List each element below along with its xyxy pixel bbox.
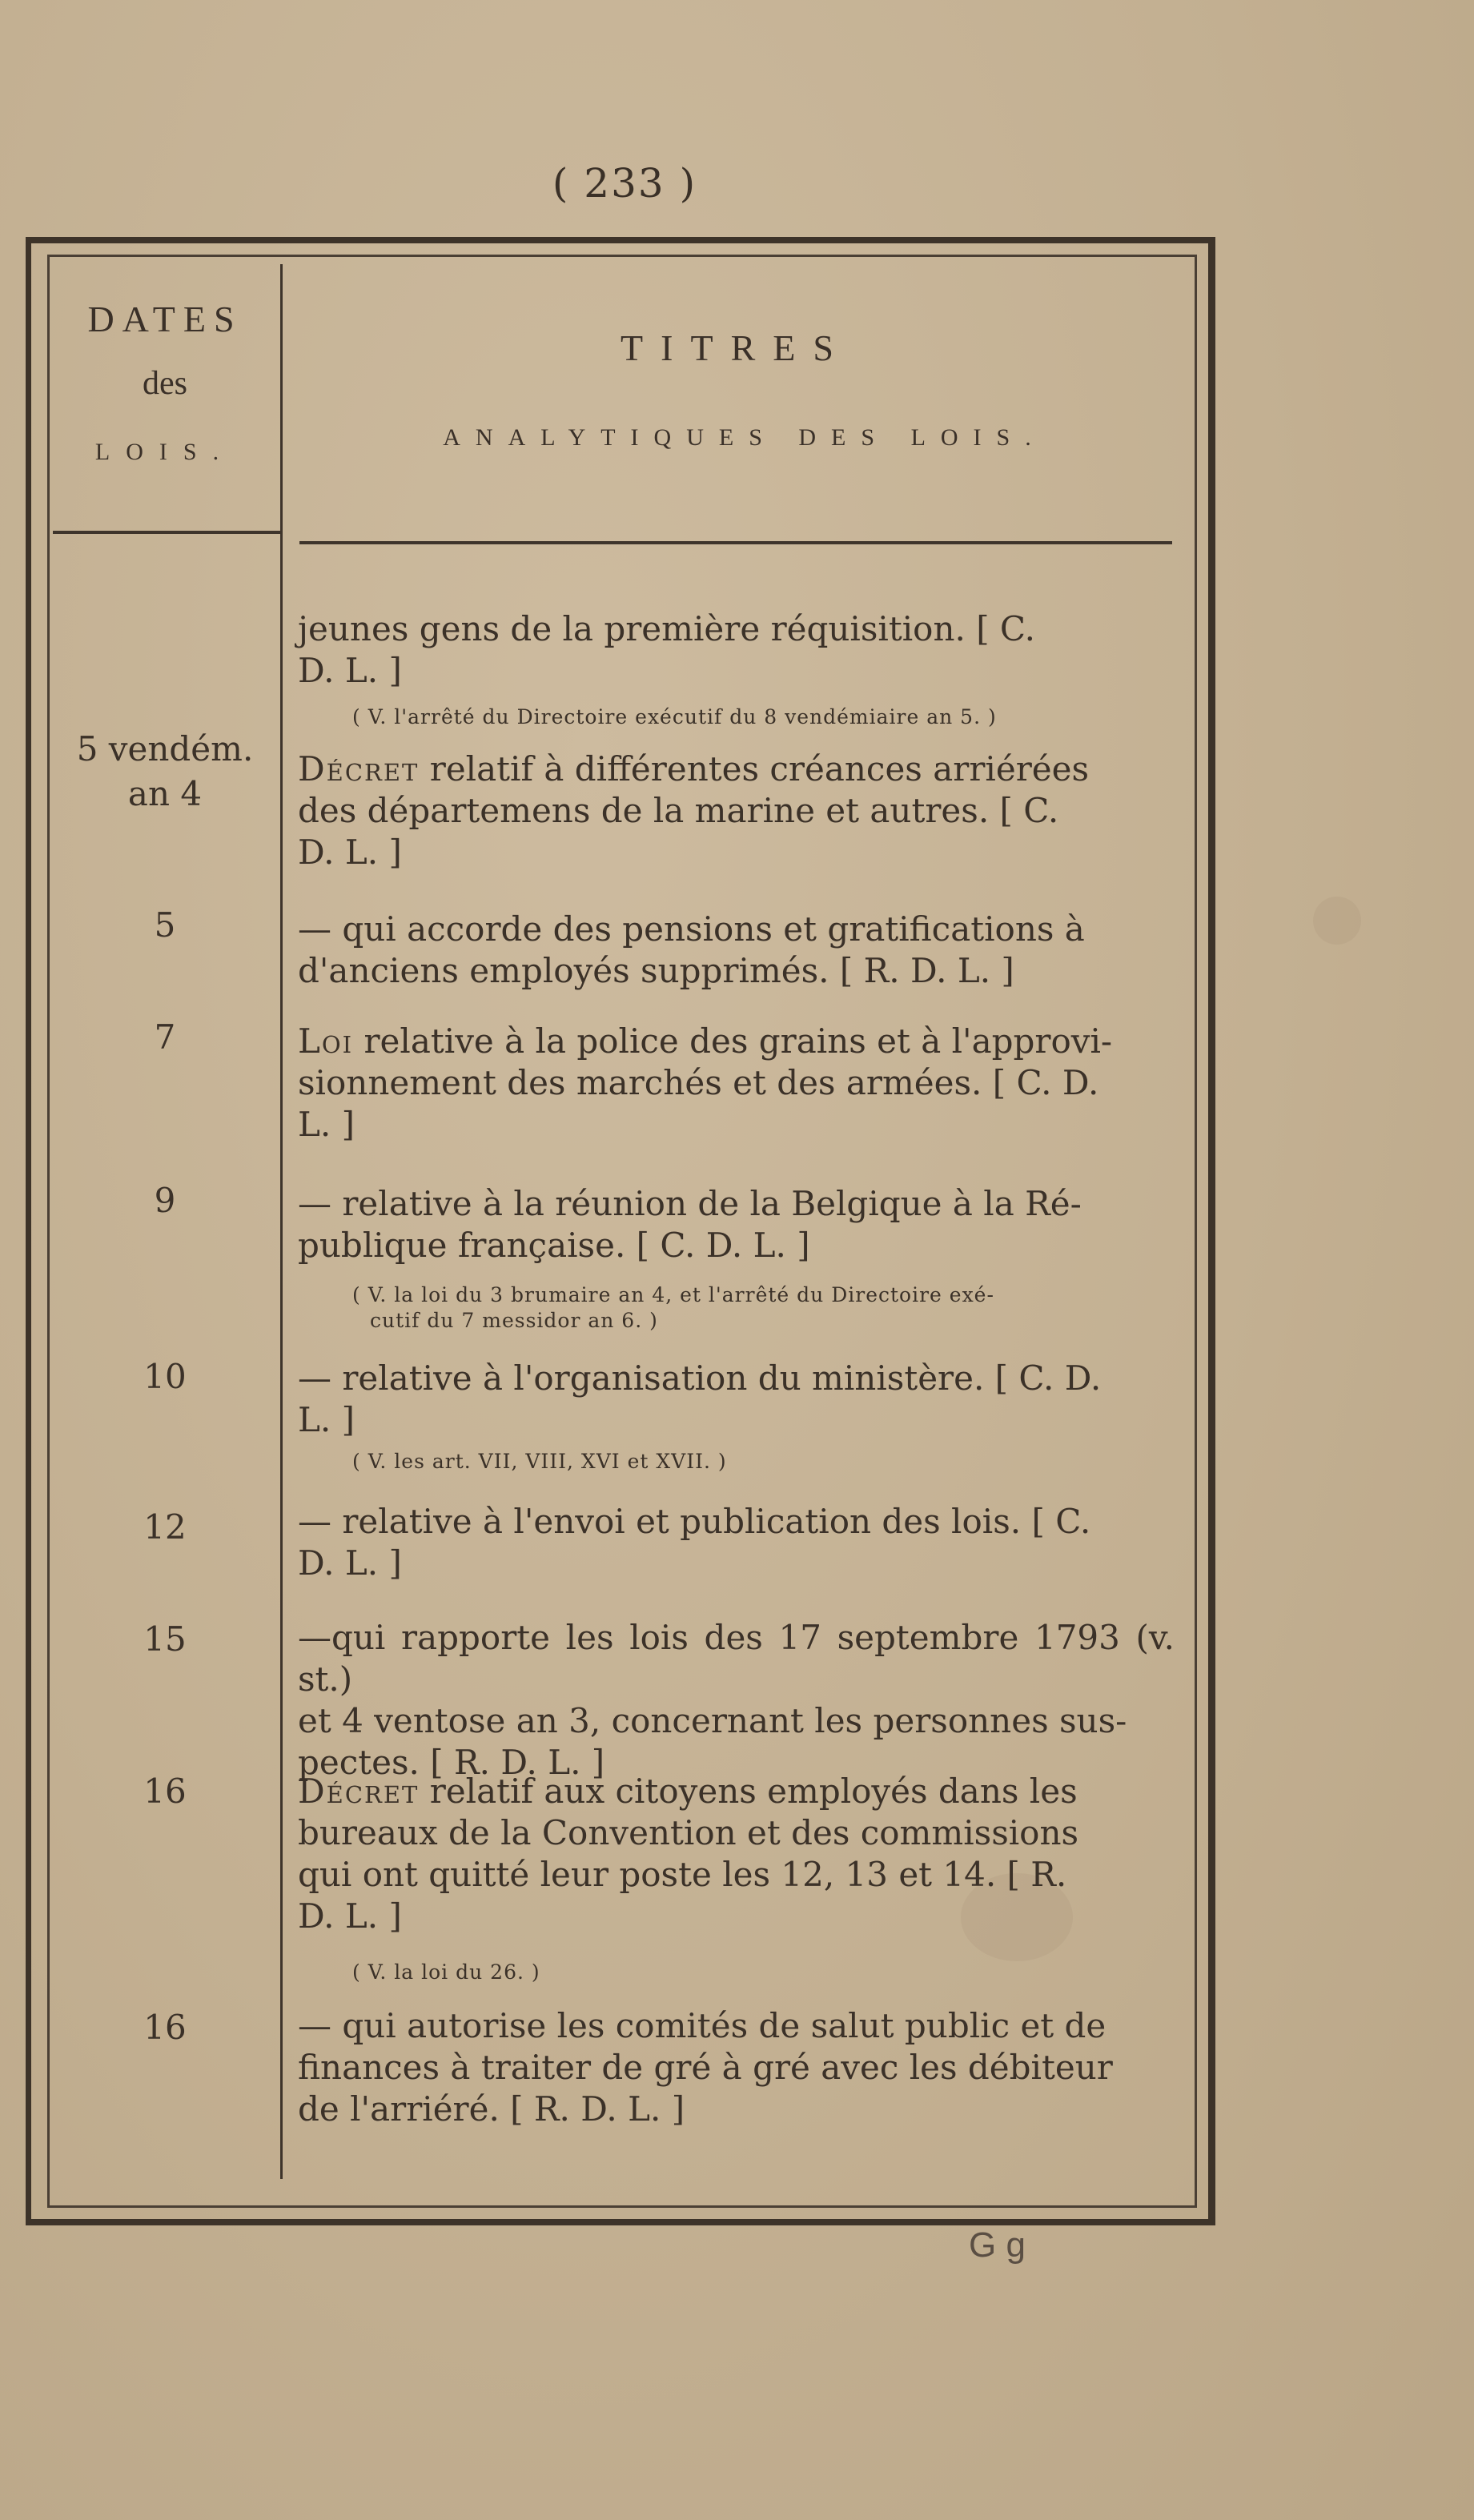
- entry-line: bureaux de la Convention et des commissions: [298, 1813, 1079, 1852]
- entry-text: relative à la police des grains et à l'approvi-: [363, 1021, 1113, 1061]
- date-line: 5 vendém.: [76, 729, 254, 768]
- header-titres: TITRES: [621, 327, 851, 368]
- entry-line: D. L. ]: [298, 1896, 402, 1936]
- note-line: cutif du 7 messidor an 6. ): [370, 1309, 658, 1332]
- note-line: ( V. la loi du 3 brumaire an 4, et l'arrêté du Directoire exé-: [352, 1283, 994, 1306]
- entry-line: — relative à l'envoi et publication des lois. [ C.: [298, 1502, 1091, 1541]
- signature-mark: G g: [969, 2225, 1026, 2265]
- entry-title: [298, 1501, 1175, 1584]
- entry-note: [352, 1449, 1177, 1475]
- entry-title: [298, 1617, 1175, 1784]
- entry-line: [298, 1021, 1175, 1062]
- entry-line: D. L. ]: [298, 651, 402, 690]
- note-line: ( V. les art. VII, VIII, XVI et XVII. ): [352, 1450, 727, 1473]
- entry-title: [298, 1771, 1175, 1937]
- entry-line: pectes. [ R. D. L. ]: [298, 1743, 605, 1782]
- entry-line: —qui rapporte les lois des 17 septembre 1793 (v. st.): [298, 1618, 1175, 1699]
- entry-line: L. ]: [298, 1400, 355, 1439]
- law-date: 16: [143, 1772, 187, 1811]
- page-number: ( 233 ): [552, 160, 697, 207]
- entry-line: sionnement des marchés et des armées. [ C. D.: [298, 1063, 1099, 1102]
- entry-line: D. L. ]: [298, 833, 402, 872]
- entry-line: des départemens de la marine et autres. [ C.: [298, 791, 1059, 830]
- entry-line: de l'arriéré. [ R. D. L. ]: [298, 2089, 685, 2129]
- entry-text: relatif à différentes créances arriérées: [429, 749, 1090, 789]
- entry-note: [352, 1282, 1177, 1334]
- law-date: 9: [154, 1181, 176, 1220]
- header-rule-titles: [299, 541, 1172, 544]
- law-date: 5: [154, 905, 176, 945]
- entry-lead: Décret: [298, 1772, 420, 1811]
- law-date: 10: [143, 1357, 187, 1396]
- entry-title: [298, 1021, 1175, 1146]
- header-lois: LOIS.: [94, 439, 235, 465]
- entry-title: [298, 909, 1175, 992]
- entry-note: [352, 1960, 1177, 1985]
- entry-line: — qui autorise les comités de salut public et de: [298, 2006, 1107, 2045]
- law-date: 15: [143, 1619, 187, 1659]
- entry-line: D. L. ]: [298, 1543, 402, 1583]
- column-divider: [280, 264, 283, 2179]
- entry-line: publique française. [ C. D. L. ]: [298, 1226, 810, 1265]
- entry-line: finances à traiter de gré à gré avec les débiteur: [298, 2048, 1113, 2087]
- entry-line: et 4 ventose an 3, concernant les personnes sus-: [298, 1701, 1127, 1740]
- entry-line: L. ]: [298, 1105, 355, 1144]
- note-line: ( V. l'arrêté du Directoire exécutif du 8 vendémiaire an 5. ): [352, 705, 997, 728]
- entry-text: relatif aux citoyens employés dans les: [429, 1772, 1078, 1811]
- entry-title: [298, 608, 1175, 692]
- entry-title: [298, 748, 1175, 873]
- header-rule-dates: [53, 531, 282, 534]
- law-date: 16: [143, 2008, 187, 2047]
- entry-line: — relative à l'organisation du ministère. [ C. D.: [298, 1358, 1102, 1398]
- header-des: des: [143, 365, 187, 402]
- date-line: an 4: [127, 774, 203, 813]
- paper-stain: [1313, 897, 1361, 945]
- header-dates: DATES: [87, 299, 243, 339]
- entry-line: — qui accorde des pensions et gratifications à: [298, 909, 1085, 949]
- note-line: ( V. la loi du 26. ): [352, 1960, 540, 1984]
- entry-lead: Loi: [298, 1021, 354, 1061]
- law-date: [53, 727, 277, 817]
- law-date: 12: [143, 1507, 187, 1547]
- entry-title: [298, 2005, 1175, 2130]
- header-analytiques: ANALYTIQUES DES LOIS.: [443, 424, 1046, 451]
- entry-title: [298, 1183, 1175, 1266]
- entry-line: — relative à la réunion de la Belgique à la Ré-: [298, 1184, 1082, 1223]
- entry-title: [298, 1358, 1175, 1441]
- entry-line: jeunes gens de la première réquisition. [ C.: [298, 609, 1035, 648]
- law-date: 7: [154, 1017, 176, 1057]
- entry-line: [298, 1771, 1175, 1812]
- entry-line: d'anciens employés supprimés. [ R. D. L. ]: [298, 951, 1014, 990]
- entry-line: [298, 748, 1175, 790]
- entry-line: qui ont quitté leur poste les 12, 13 et 14. [ R.: [298, 1855, 1067, 1894]
- entry-lead: Décret: [298, 749, 420, 789]
- entry-note: [352, 704, 1177, 730]
